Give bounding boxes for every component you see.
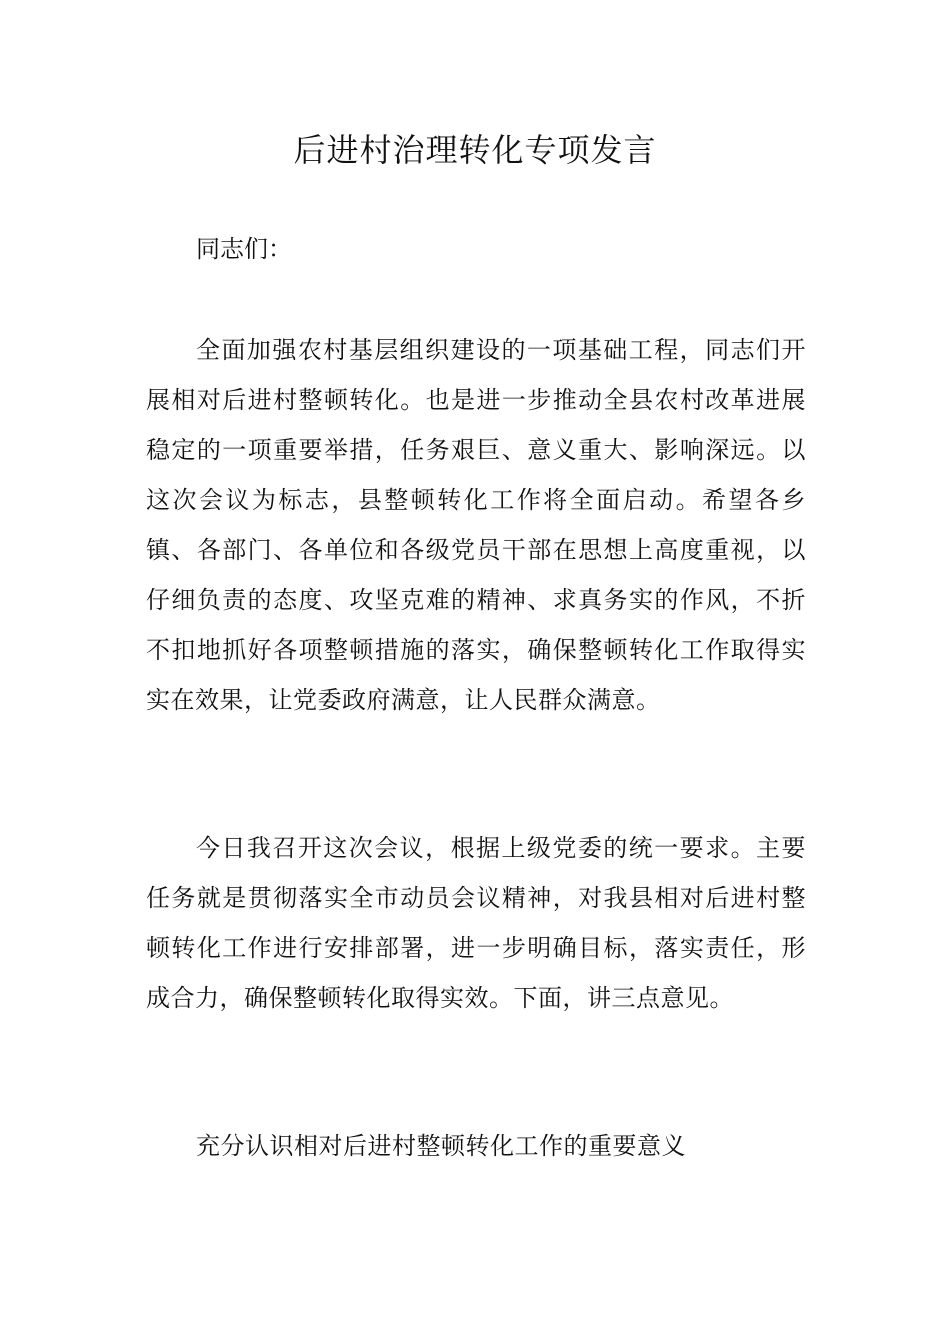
greeting: 同志们：: [196, 235, 292, 263]
paragraph-1: 全面加强农村基层组织建设的一项基础工程，同志们开展相对后进村整顿转化。也是进一步推动全县农村改革进展稳定的一项重要举措，任务艰巨、意义重大、影响深远。以这次会议为标志，县整顿转化工作将全面启动。希望各乡镇、各部门、各单位和各级党员干部在思想上高度重视，以仔细负责的态度、攻坚克难的精神、求真务实的作风，不折不扣地抓好各项整顿措施的落实，确保整顿转化工作取得实实在效果，让党委政府满意，让人民群众满意。: [146, 336, 806, 714]
section-heading: 充分认识相对后进村整顿转化工作的重要意义: [196, 1132, 686, 1160]
paragraph-2: 今日我召开这次会议，根据上级党委的统一要求。主要任务就是贯彻落实全市动员会议精神，对我县相对后进村整顿转化工作进行安排部署，进一步明确目标，落实责任，形成合力，确保整顿转化取得实效。下面，讲三点意见。: [146, 834, 806, 1012]
document-title: 后进村治理转化专项发言: [293, 131, 657, 169]
